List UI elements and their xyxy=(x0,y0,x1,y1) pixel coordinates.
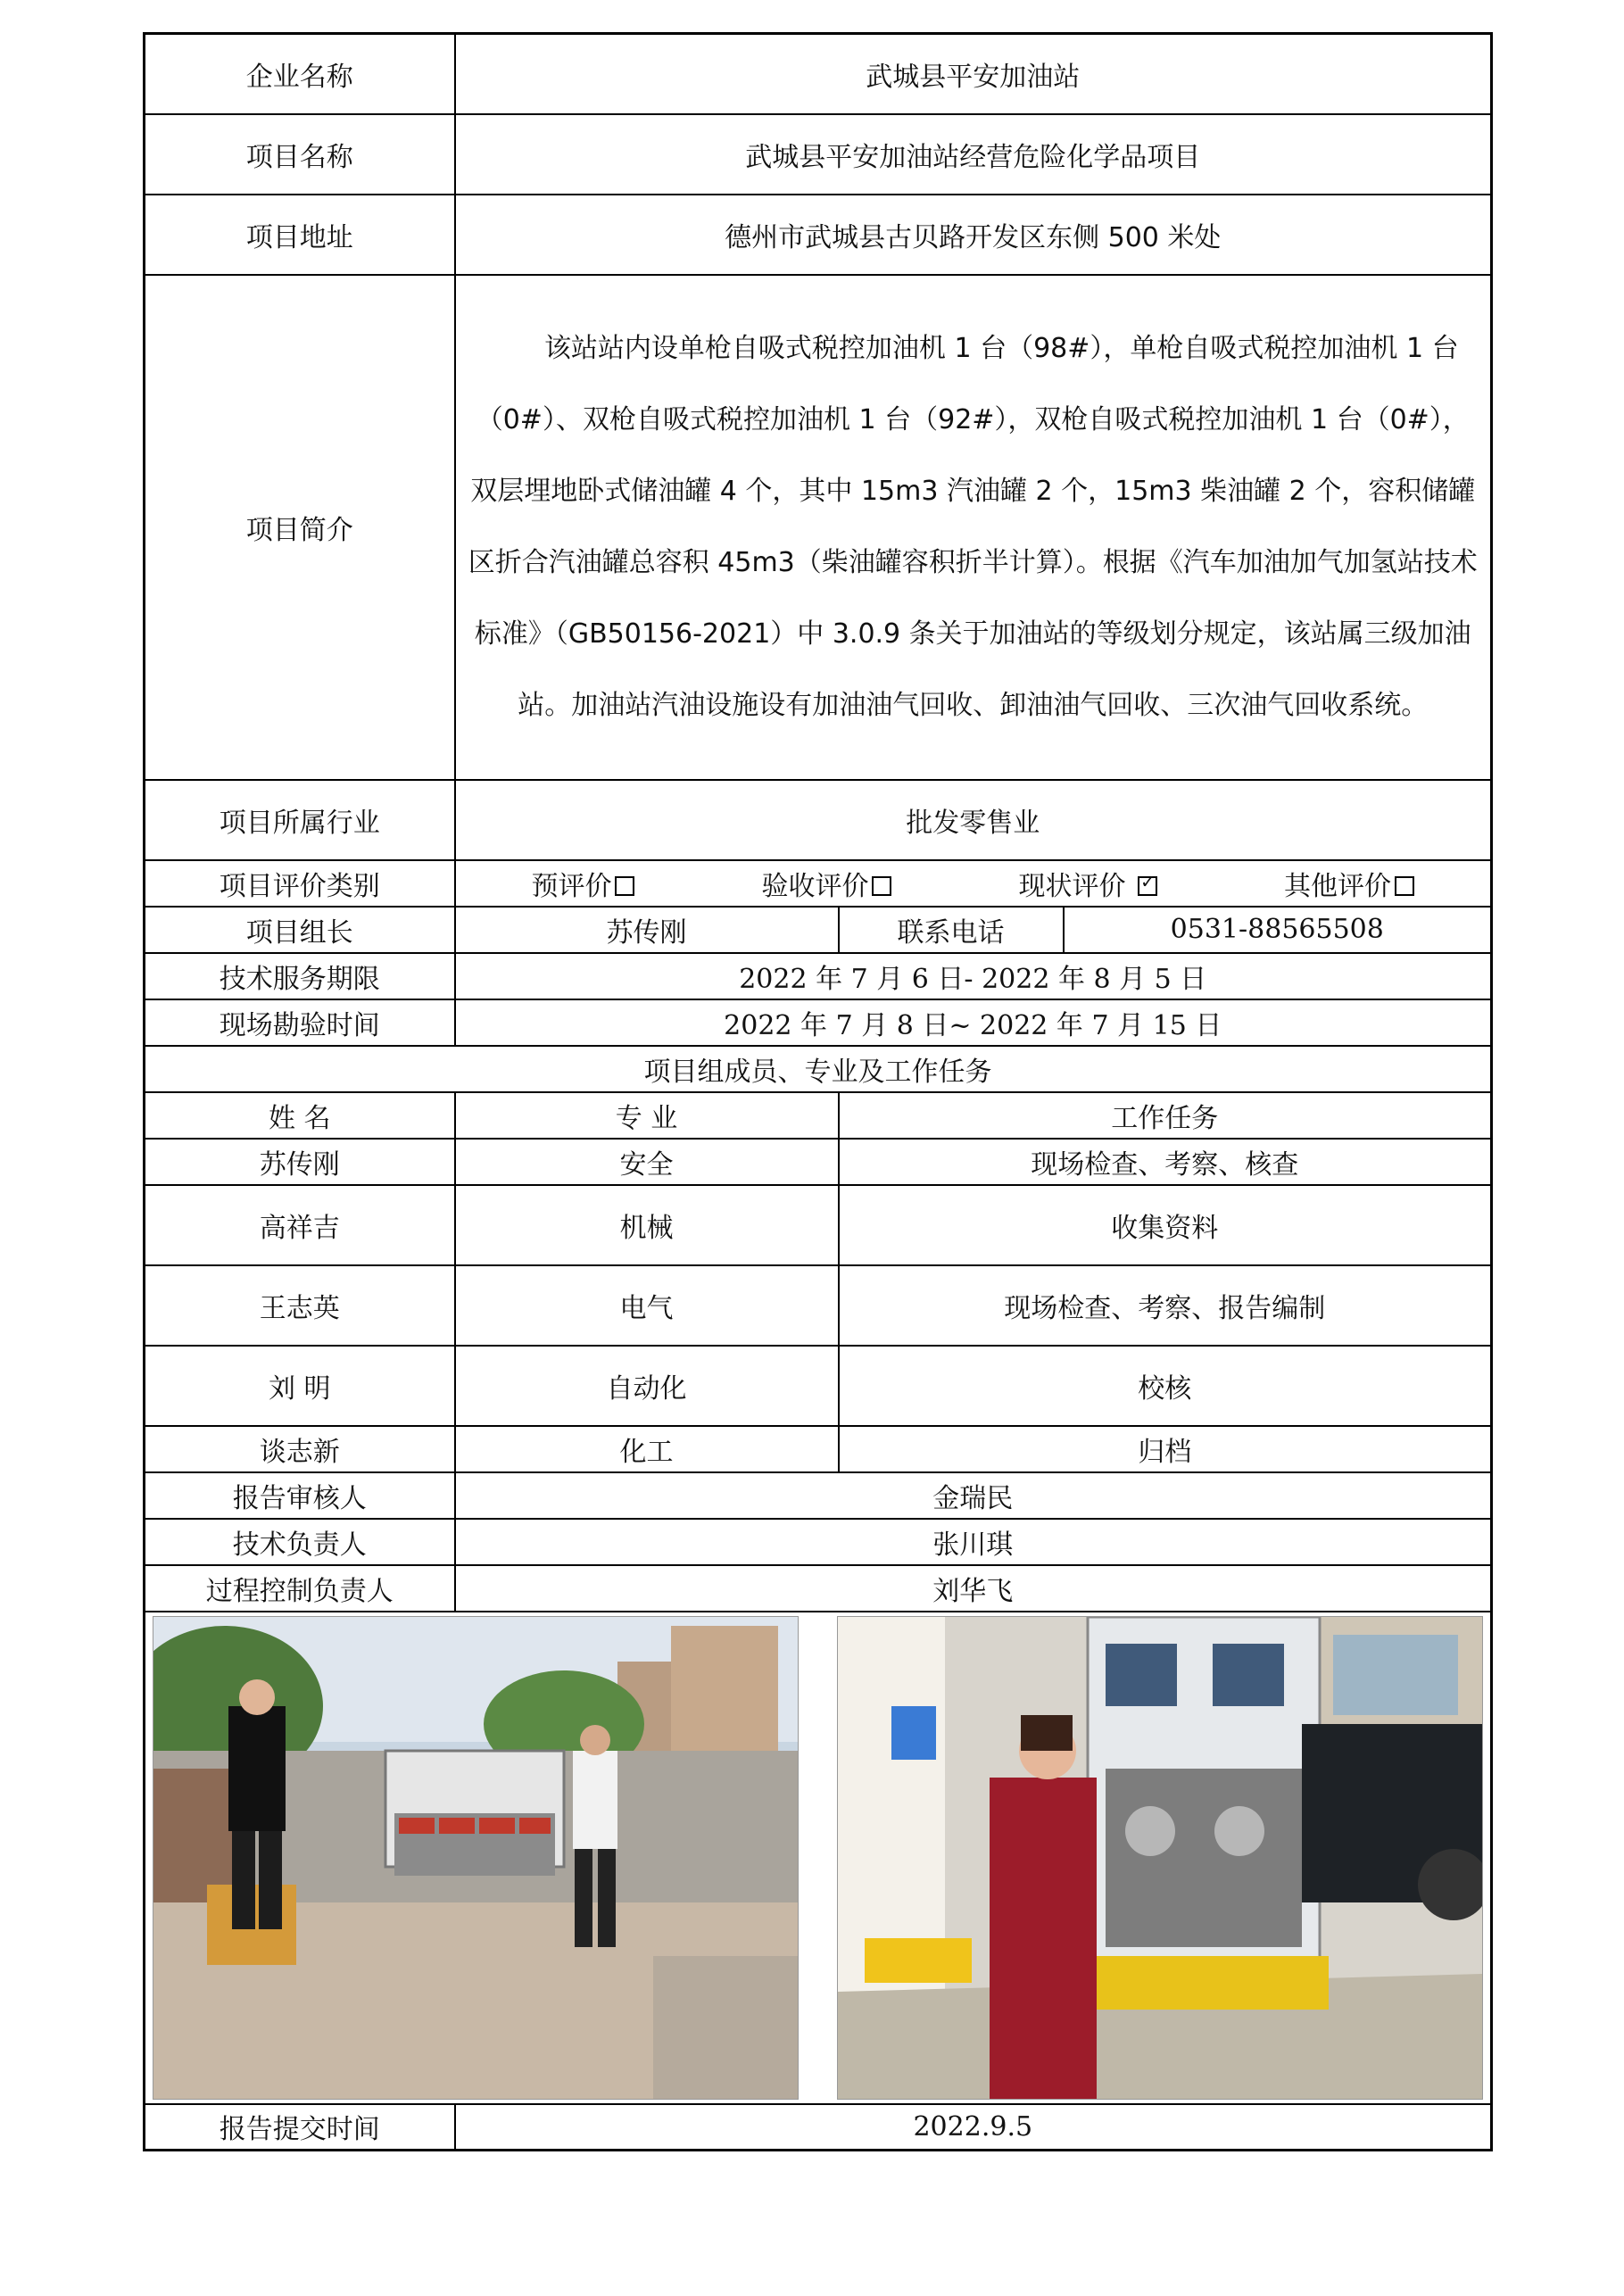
process-lead-label: 过程控制负责人 xyxy=(145,1565,455,1612)
members-title: 项目组成员、专业及工作任务 xyxy=(145,1046,1492,1092)
photos-cell xyxy=(145,1612,1492,2104)
evaluation-type-options xyxy=(455,860,1492,907)
member-specialty: 电气 xyxy=(455,1265,839,1346)
members-header-row xyxy=(145,1092,1492,1139)
project-name-value: 武城县平安加油站经营危险化学品项目 xyxy=(455,114,1492,195)
members-header-task: 工作任务 xyxy=(839,1092,1492,1139)
reviewer-value: 金瑞民 xyxy=(455,1472,1492,1519)
row-photos xyxy=(145,1612,1492,2104)
project-intro-body: 该站站内设单枪自吸式税控加油机 1 台（98#），单枪自吸式税控加油机 1 台（0#）、双枪自吸式税控加油机 1 台（92#），双枪自吸式税控加油机 1 台（0#），双层埋地卧式储油罐 4 个，其中 15m3 汽油罐 2 个，15m3 柴油罐 2 个，容积储罐区折合汽油罐总容积 45m3（柴油罐容积折半计算）。根据《汽车加油加气加氢站技术标准》（GB50156-2021）中 3.0.9 条关于加油站的等级划分规定，该站属三级加油站。加油站汽油设施设有加油油气回收、卸油油气回收、三次油气回收系统。 xyxy=(468,332,1478,721)
project-address-label: 项目地址 xyxy=(145,195,455,275)
team-leader-label: 项目组长 xyxy=(145,907,455,953)
row-members-title xyxy=(145,1046,1492,1092)
service-period-label: 技术服务期限 xyxy=(145,953,455,999)
row-company xyxy=(145,34,1492,114)
company-label: 企业名称 xyxy=(145,34,455,114)
eval-option-current xyxy=(1018,864,1157,903)
member-task: 归档 xyxy=(839,1426,1492,1472)
evaluation-type-label: 项目评价类别 xyxy=(145,860,455,907)
project-info-table xyxy=(143,32,1493,2151)
eval-option-current-checkbox[interactable] xyxy=(1138,876,1157,896)
eval-option-pre-checkbox[interactable] xyxy=(615,876,634,896)
eval-option-other xyxy=(1284,864,1414,903)
industry-label: 项目所属行业 xyxy=(145,780,455,860)
row-survey-time xyxy=(145,999,1492,1046)
phone-label: 联系电话 xyxy=(839,907,1064,953)
tech-lead-label: 技术负责人 xyxy=(145,1519,455,1565)
submit-time-label: 报告提交时间 xyxy=(145,2104,455,2151)
row-submit-time xyxy=(145,2104,1492,2151)
member-task: 现场检查、考察、核查 xyxy=(839,1139,1492,1185)
table-row xyxy=(145,1139,1492,1185)
reviewer-label: 报告审核人 xyxy=(145,1472,455,1519)
row-tech-lead xyxy=(145,1519,1492,1565)
project-intro-text xyxy=(455,275,1492,780)
member-specialty: 安全 xyxy=(455,1139,839,1185)
row-reviewer xyxy=(145,1472,1492,1519)
members-header-name: 姓 名 xyxy=(145,1092,455,1139)
member-task: 校核 xyxy=(839,1346,1492,1426)
project-name-label: 项目名称 xyxy=(145,114,455,195)
row-team-leader xyxy=(145,907,1492,953)
member-name: 苏传刚 xyxy=(145,1139,455,1185)
site-photo-dispenser xyxy=(837,1616,1483,2100)
eval-option-other-label: 其他评价 xyxy=(1283,870,1391,902)
member-name: 王志英 xyxy=(145,1265,455,1346)
site-photo-tank-area xyxy=(153,1616,799,2100)
member-name: 高祥吉 xyxy=(145,1185,455,1265)
survey-time-label: 现场勘验时间 xyxy=(145,999,455,1046)
row-evaluation-type xyxy=(145,860,1492,907)
eval-option-acceptance-checkbox[interactable] xyxy=(872,876,891,896)
row-project-name xyxy=(145,114,1492,195)
eval-option-acceptance-label: 验收评价 xyxy=(761,870,869,902)
member-specialty: 自动化 xyxy=(455,1346,839,1426)
member-task: 现场检查、考察、报告编制 xyxy=(839,1265,1492,1346)
row-process-lead xyxy=(145,1565,1492,1612)
member-task: 收集资料 xyxy=(839,1185,1492,1265)
row-industry xyxy=(145,780,1492,860)
table-row xyxy=(145,1185,1492,1265)
member-specialty: 化工 xyxy=(455,1426,839,1472)
row-service-period xyxy=(145,953,1492,999)
table-row xyxy=(145,1265,1492,1346)
evaluation-info-sheet xyxy=(143,32,1490,2151)
table-row xyxy=(145,1426,1492,1472)
team-leader-name: 苏传刚 xyxy=(455,907,839,953)
row-project-intro xyxy=(145,275,1492,780)
member-specialty: 机械 xyxy=(455,1185,839,1265)
company-value: 武城县平安加油站 xyxy=(455,34,1492,114)
submit-time-value: 2022.9.5 xyxy=(455,2104,1492,2151)
service-period-value: 2022 年 7 月 6 日- 2022 年 8 月 5 日 xyxy=(455,953,1492,999)
industry-value: 批发零售业 xyxy=(455,780,1492,860)
member-name: 谈志新 xyxy=(145,1426,455,1472)
project-address-value: 德州市武城县古贝路开发区东侧 500 米处 xyxy=(455,195,1492,275)
survey-time-value: 2022 年 7 月 8 日~ 2022 年 7 月 15 日 xyxy=(455,999,1492,1046)
table-row xyxy=(145,1346,1492,1426)
row-project-address xyxy=(145,195,1492,275)
process-lead-value: 刘华飞 xyxy=(455,1565,1492,1612)
member-name: 刘 明 xyxy=(145,1346,455,1426)
eval-option-other-checkbox[interactable] xyxy=(1395,876,1414,896)
eval-option-pre xyxy=(531,864,634,903)
members-header-specialty: 专 业 xyxy=(455,1092,839,1139)
eval-option-acceptance xyxy=(761,864,891,903)
phone-value: 0531-88565508 xyxy=(1064,907,1492,953)
tech-lead-value: 张川琪 xyxy=(455,1519,1492,1565)
project-intro-label: 项目简介 xyxy=(145,275,455,780)
eval-option-pre-label: 预评价 xyxy=(531,870,612,902)
eval-option-current-label: 现状评价 xyxy=(1018,870,1126,902)
